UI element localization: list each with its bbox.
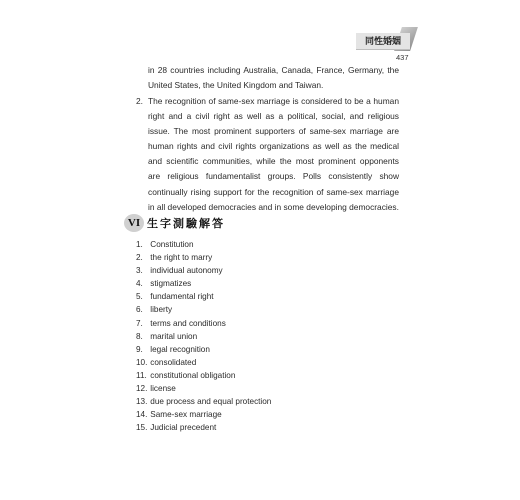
answer-text: marital union [150, 331, 198, 341]
answer-text: consolidated [150, 357, 197, 367]
answer-number: 6. [136, 305, 143, 315]
list-item [136, 238, 271, 251]
section-heading [124, 213, 225, 233]
list-item [136, 317, 271, 330]
section-title: 生字測驗解答 [147, 217, 225, 230]
list-item [136, 395, 271, 408]
page-number: 437 [396, 53, 409, 62]
answer-text: due process and equal protection [150, 397, 272, 407]
answer-number: 8. [136, 331, 143, 341]
answer-list [136, 238, 271, 434]
answer-text: Judicial precedent [150, 423, 217, 433]
answer-text: the right to marry [150, 253, 213, 263]
answer-text: license [150, 384, 176, 394]
answer-text: individual autonomy [150, 266, 223, 276]
section-numeral-badge: VI [124, 214, 144, 232]
answer-text: legal recognition [150, 344, 210, 354]
answer-text: terms and conditions [150, 318, 226, 328]
answer-number: 4. [136, 279, 143, 289]
answer-number: 7. [136, 318, 143, 328]
answer-number: 3. [136, 266, 143, 276]
list-item [136, 290, 271, 303]
list-item [136, 264, 271, 277]
answer-number: 1. [136, 240, 143, 249]
list-item [136, 408, 271, 421]
answer-text: fundamental right [150, 292, 214, 302]
answer-number: 14. [136, 410, 148, 420]
list-item [136, 277, 271, 290]
list-item [136, 251, 271, 264]
answer-text: Same-sex marriage [150, 410, 222, 420]
answer-number: 11. [136, 370, 147, 380]
list-item [136, 356, 271, 369]
answer-number: 5. [136, 292, 143, 302]
answer-text: Constitution [150, 240, 194, 249]
continuation-paragraph: in 28 countries including Australia, Canada, France, Germany, the United States, the United Kingdom and Taiwan. [148, 65, 399, 91]
answer-text: constitutional obligation [150, 370, 236, 380]
answer-number: 12. [136, 384, 148, 394]
list-item [136, 343, 271, 356]
answer-number: 13. [136, 397, 148, 407]
answer-number: 10. [136, 357, 148, 367]
list-item [136, 330, 271, 343]
answer-number: 2. [136, 253, 143, 263]
list-item [136, 369, 271, 382]
item-number: 2. [136, 96, 143, 106]
answer-text: stigmatizes [150, 279, 192, 289]
answer-number: 9. [136, 344, 143, 354]
list-item [136, 303, 271, 316]
item-paragraph: The recognition of same-sex marriage is considered to be a human right and a civil right as well as a political, social, and religious issue. The most prominent supporters of same-sex marriage are human rights and civil rights organizations as well as the medical and scientific communities, while the most prominent opponents are religious fundamentalist groups. Polls consistently show continually rising support for the recognition of same-sex marriage in all developed democracies and in some developing democracies. [148, 96, 399, 212]
list-item [136, 382, 271, 395]
answer-text: liberty [150, 305, 173, 315]
list-item [136, 421, 271, 434]
chapter-title: 同性婚姻 [356, 33, 410, 50]
answer-number: 15. [136, 423, 148, 433]
